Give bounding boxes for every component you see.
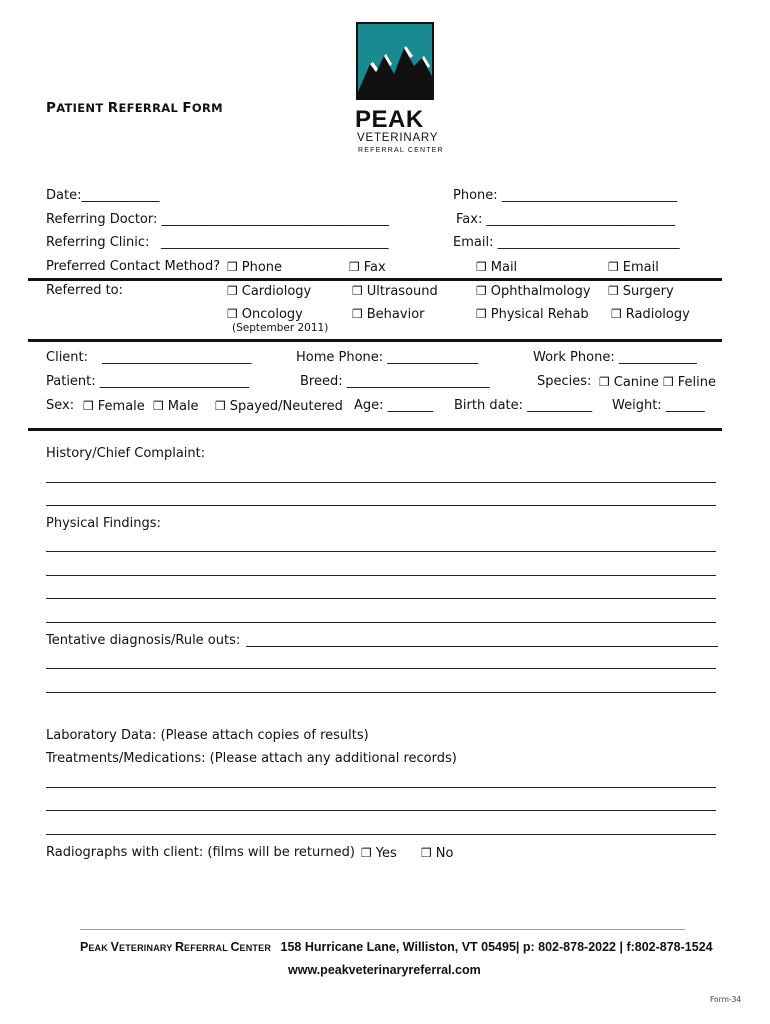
checkbox-icon[interactable]: ❒ [611, 307, 622, 321]
service-surgery[interactable] [608, 283, 674, 300]
service-behavior[interactable] [352, 306, 425, 323]
checkbox-icon[interactable]: ❒ [227, 260, 238, 274]
radiographs-yes[interactable] [361, 845, 397, 862]
checkbox-icon[interactable]: ❒ [227, 284, 238, 298]
species-option-label: Canine [613, 375, 659, 390]
footer-org-cap: V [110, 940, 119, 954]
service-label: Physical Rehab [490, 307, 589, 322]
footer-org-rest: ENTER [239, 943, 272, 953]
fax-field[interactable]: Fax: _____________________________ [456, 212, 675, 227]
title-rest-3: ORM [191, 101, 223, 115]
home-phone-field[interactable]: Home Phone: ______________ [296, 350, 479, 365]
tentative-line[interactable] [46, 692, 716, 693]
page-title [46, 100, 223, 116]
history-label: History/Chief Complaint: [46, 446, 206, 461]
service-label: Surgery [622, 284, 674, 299]
checkbox-icon[interactable]: ❒ [476, 260, 487, 274]
breed-field[interactable]: Breed: ______________________ [300, 374, 490, 389]
checkbox-icon[interactable]: ❒ [361, 846, 372, 860]
title-rest-1: ATIENT [56, 101, 108, 115]
spayed-label: Spayed/Neutered [229, 399, 343, 414]
contact-option-mail[interactable] [476, 259, 517, 276]
footer-rule [80, 929, 685, 930]
footer-org-cap: R [175, 940, 185, 954]
referring-doctor-field[interactable]: Referring Doctor: ___________________________________ [46, 212, 390, 227]
checkbox-icon[interactable]: ❒ [608, 284, 619, 298]
contact-option-label: Fax [363, 260, 386, 275]
contact-option-label: Email [622, 260, 659, 275]
phone-field[interactable]: Phone: ___________________________ [453, 188, 678, 203]
sex-female[interactable] [83, 398, 145, 415]
form-number: Form-34 [710, 995, 742, 1004]
species-canine[interactable] [599, 374, 659, 391]
checkbox-icon[interactable]: ❒ [227, 307, 238, 321]
physical-line[interactable] [46, 575, 716, 576]
checkbox-icon[interactable]: ❒ [608, 260, 619, 274]
species-feline[interactable] [663, 374, 716, 391]
logo-line2: VETERINARY [357, 132, 439, 144]
sex-option-label: Female [97, 399, 145, 414]
physical-line[interactable] [46, 598, 716, 599]
checkbox-icon[interactable]: ❒ [476, 284, 487, 298]
checkbox-icon[interactable]: ❒ [476, 307, 487, 321]
logo-name: PEAK [355, 106, 424, 133]
footer-address [80, 940, 713, 954]
sex-male[interactable] [153, 398, 199, 415]
footer-org-cap: C [230, 940, 240, 954]
referring-clinic-field[interactable]: ___________________________________ [161, 235, 389, 250]
tentative-label: Tentative diagnosis/Rule outs: [46, 633, 241, 648]
treatments-line[interactable] [46, 834, 716, 835]
date-field[interactable]: Date:____________ [46, 188, 160, 203]
checkbox-icon[interactable]: ❒ [153, 399, 164, 413]
title-rest-2: EFERRAL [118, 101, 183, 115]
oncology-note: (September 2011) [232, 322, 329, 334]
birth-date-field[interactable]: Birth date: __________ [454, 398, 593, 413]
email-field[interactable]: Email: ____________________________ [453, 235, 680, 250]
referred-to-label: Referred to: [46, 283, 124, 298]
age-field[interactable]: Age: _______ [354, 398, 434, 413]
service-label: Oncology [241, 307, 303, 322]
title-cap-3: F [182, 100, 192, 116]
service-label: Behavior [366, 307, 425, 322]
referring-clinic-label: Referring Clinic: [46, 235, 150, 250]
service-oncology[interactable] [227, 306, 303, 323]
title-cap-1: P [46, 100, 57, 116]
spayed-neutered[interactable] [215, 398, 343, 415]
species-label: Species: [537, 374, 592, 389]
footer-org-rest: ETERINARY [119, 943, 176, 953]
contact-method-label: Preferred Contact Method? [46, 259, 221, 274]
service-label: Ophthalmology [490, 284, 591, 299]
history-line[interactable] [46, 505, 716, 506]
sex-label: Sex: [46, 398, 75, 413]
species-option-label: Feline [677, 375, 716, 390]
footer-org-cap: P [80, 940, 89, 954]
radiographs-no[interactable] [421, 845, 453, 862]
yes-label: Yes [375, 846, 397, 861]
client-field[interactable]: _______________________ [102, 350, 252, 365]
checkbox-icon[interactable]: ❒ [215, 399, 226, 413]
checkbox-icon[interactable]: ❒ [83, 399, 94, 413]
title-cap-2: R [107, 100, 119, 116]
divider-rule [28, 428, 722, 431]
contact-option-email[interactable] [608, 259, 659, 276]
laboratory-data-label: Laboratory Data: (Please attach copies of results) [46, 728, 369, 743]
contact-option-phone[interactable] [227, 259, 282, 276]
radiographs-label: Radiographs with client: (films will be returned) [46, 845, 355, 860]
physical-line[interactable] [46, 622, 716, 623]
divider-rule [28, 278, 722, 281]
work-phone-field[interactable]: Work Phone: ____________ [533, 350, 697, 365]
physical-findings-label: Physical Findings: [46, 516, 161, 531]
checkbox-icon[interactable]: ❒ [352, 284, 363, 298]
treatments-line[interactable] [46, 810, 716, 811]
service-cardiology[interactable] [227, 283, 311, 300]
footer-org [80, 940, 271, 954]
peak-logo [346, 20, 446, 155]
service-ophthalmology[interactable] [476, 283, 591, 300]
logo-line3: REFERRAL CENTER [358, 147, 444, 154]
history-line[interactable] [46, 482, 716, 483]
treatments-label: Treatments/Medications: (Please attach any additional records) [46, 751, 457, 766]
treatments-line[interactable] [46, 787, 716, 788]
contact-option-fax[interactable] [349, 259, 386, 276]
service-label: Cardiology [241, 284, 312, 299]
checkbox-icon[interactable]: ❒ [421, 846, 432, 860]
divider-rule [28, 339, 722, 342]
checkbox-icon[interactable]: ❒ [352, 307, 363, 321]
sex-option-label: Male [167, 399, 199, 414]
mountain-logo-icon [356, 22, 436, 102]
patient-field[interactable]: Patient: _______________________ [46, 374, 250, 389]
tentative-line[interactable] [46, 668, 716, 669]
weight-field[interactable]: Weight: ______ [612, 398, 705, 413]
service-radiology[interactable] [611, 306, 690, 323]
no-label: No [435, 846, 454, 861]
client-label: Client: [46, 350, 89, 365]
footer-org-rest: EFERRAL [184, 943, 231, 953]
footer-website[interactable]: www.peakveterinaryreferral.com [288, 963, 481, 977]
service-physical-rehab[interactable] [476, 306, 589, 323]
footer-contact-info: 158 Hurricane Lane, Williston, VT 05495| p: 802-878-2022 | f:802-878-1524 [280, 940, 713, 954]
service-label: Radiology [625, 307, 690, 322]
service-label: Ultrasound [366, 284, 438, 299]
physical-line[interactable] [46, 551, 716, 552]
service-ultrasound[interactable] [352, 283, 438, 300]
checkbox-icon[interactable]: ❒ [349, 260, 360, 274]
checkbox-icon[interactable]: ❒ [599, 375, 610, 389]
contact-option-label: Mail [490, 260, 518, 275]
tentative-line[interactable] [246, 646, 718, 647]
footer-org-rest: EAK [88, 943, 111, 953]
contact-option-label: Phone [241, 260, 283, 275]
checkbox-icon[interactable]: ❒ [663, 375, 674, 389]
